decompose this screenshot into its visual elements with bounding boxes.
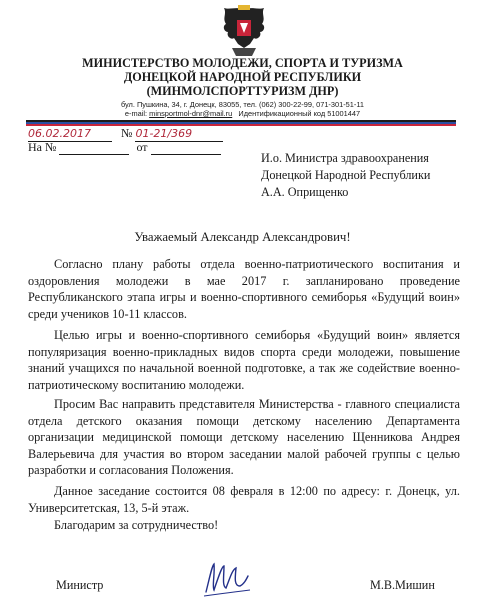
signatory-position: Министр [56,578,104,592]
recipient-block [261,150,430,201]
registration-date: 06.02.2017 [28,127,91,140]
signatory-name: М.В.Мишин [370,578,435,592]
from-word: от [136,140,148,154]
email-label: e-mail: [124,109,148,118]
handwritten-signature-icon [200,556,252,600]
coat-of-arms-icon [218,4,270,58]
body-paragraph-3: Просим Вас направить представителя Министерства - главного специалиста отдела детского оказания помощи детскому населению Департамента организации медицинской помощи детскому населению Щенникова Андрея Валерьевича для участия во втором заседании малой рабочей группы с целью разработки и согласования Положения. [28,397,460,478]
reply-date-field [151,140,221,155]
body-paragraph-1: Согласно плану работы отдела военно-патриотического воспитания и оздоровления молодежи в мае 2017 г. запланировано проведение Республиканского этапа игры и военно-спортивного семиборья «Будущий воин» среди учеников 10-11 классов. [28,257,460,321]
org-title-line2: ДОНЕЦКОЙ НАРОДНОЙ РЕСПУБЛИКИ [123,70,362,84]
body-paragraph-5: Благодарим за сотрудничество! [54,518,219,532]
body-paragraph-2: Целью игры и военно-спортивного семиборья «Будущий воин» является популяризация военно-прикладных видов спорта среди молодежи, повышение знаний учащихся по начальной военной подготовке, а так же содействие военно-патриотическому воспитанию молодежи. [28,328,460,392]
org-title-line3: (МИНМОЛСПОРТТУРИЗМ ДНР) [146,84,339,98]
id-code: Идентификационный код 51001447 [238,109,361,118]
email-link[interactable]: minsportmol-dnr@mail.ru [149,109,233,118]
number-prefix: № [121,126,133,140]
salutation: Уважаемый Александр Александрович! [134,230,351,244]
reply-prefix: На № [28,140,57,154]
recipient-name: А.А. Оприщенко [261,185,349,199]
org-contacts [0,109,485,118]
registration-number: 01-21/369 [135,127,193,140]
body-paragraph-4: Данное заседание состоится 08 февраля в 12:00 по адресу: г. Донецк, ул. Университетская, 13, 5-й этаж. [28,484,460,515]
recipient-position: И.о. Министра здравоохранения [261,151,429,165]
recipient-organization: Донецкой Народной Республики [261,168,431,182]
reply-number-field [59,140,129,155]
org-address: бул. Пушкина, 34, г. Донецк, 83055, тел. (062) 300-22-99, 071-301-51-11 [120,100,365,109]
registration-incoming [28,140,221,155]
org-title-line1: МИНИСТЕРСТВО МОЛОДЕЖИ, СПОРТА И ТУРИЗМА [82,56,403,70]
